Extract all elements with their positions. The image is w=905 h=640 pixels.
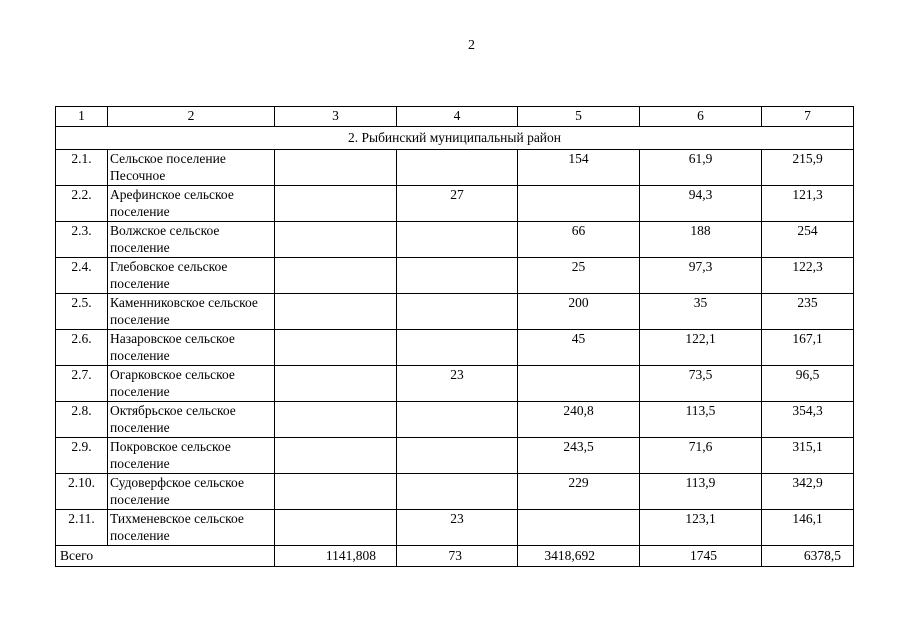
table-row [56,186,854,222]
row-number: 2.9. [56,438,108,474]
table-row [56,258,854,294]
table-row [56,222,854,258]
col-6-value: 71,6 [640,438,762,474]
col-6-value: 97,3 [640,258,762,294]
col-4-value: 27 [397,186,518,222]
col-5-value: 243,5 [518,438,640,474]
col-4-value [397,258,518,294]
col-3-value [275,402,397,438]
row-number: 2.1. [56,150,108,186]
total-c5-value: 3418,692 [518,546,640,567]
col-4-value: 23 [397,510,518,546]
row-number: 2.6. [56,330,108,366]
col-7-value: 121,3 [762,186,854,222]
settlement-name: Волжское сельское поселение [108,222,275,258]
row-number: 2.4. [56,258,108,294]
total-c6-value: 1745 [640,546,762,567]
col-7-value: 146,1 [762,510,854,546]
col-6-value: 94,3 [640,186,762,222]
col-3-value [275,222,397,258]
total-label: Всего [56,546,275,567]
col-5-value [518,510,640,546]
col-4-value [397,222,518,258]
col-5-value: 154 [518,150,640,186]
header-cell-3: 3 [275,107,397,127]
col-6-value: 122,1 [640,330,762,366]
settlement-name: Сельское поселение Песочное [108,150,275,186]
section-title: 2. Рыбинский муниципальный район [56,127,854,150]
row-number: 2.5. [56,294,108,330]
col-5-value: 66 [518,222,640,258]
header-cell-6: 6 [640,107,762,127]
col-7-value: 342,9 [762,474,854,510]
col-4-value [397,438,518,474]
col-3-value [275,474,397,510]
col-4-value [397,474,518,510]
header-cell-1: 1 [56,107,108,127]
col-6-value: 61,9 [640,150,762,186]
col-7-value: 167,1 [762,330,854,366]
col-5-value: 229 [518,474,640,510]
table-row [56,402,854,438]
row-number: 2.11. [56,510,108,546]
col-4-value [397,402,518,438]
col-5-value: 200 [518,294,640,330]
col-6-value: 188 [640,222,762,258]
settlement-name: Назаровское сельское поселение [108,330,275,366]
section-title-row [56,127,854,150]
row-number: 2.7. [56,366,108,402]
col-3-value [275,186,397,222]
header-cell-7: 7 [762,107,854,127]
table-row [56,510,854,546]
col-5-value: 25 [518,258,640,294]
data-table [55,106,854,567]
settlement-name: Глебовское сельское поселение [108,258,275,294]
row-number: 2.10. [56,474,108,510]
col-7-value: 315,1 [762,438,854,474]
total-c4-value: 73 [397,546,518,567]
settlement-name: Судоверфское сельское поселение [108,474,275,510]
col-3-value [275,366,397,402]
table-row [56,474,854,510]
settlement-name: Тихменевское сельское поселение [108,510,275,546]
table-row [56,330,854,366]
col-3-value [275,258,397,294]
table-header-row [56,107,854,127]
col-5-value: 240,8 [518,402,640,438]
col-4-value [397,150,518,186]
settlement-name: Каменниковское сельское поселение [108,294,275,330]
col-4-value [397,330,518,366]
col-7-value: 122,3 [762,258,854,294]
col-3-value [275,294,397,330]
settlement-name: Октябрьское сельское поселение [108,402,275,438]
settlement-name: Огарковское сельское поселение [108,366,275,402]
header-cell-4: 4 [397,107,518,127]
col-5-value [518,186,640,222]
col-3-value [275,510,397,546]
col-7-value: 354,3 [762,402,854,438]
col-5-value [518,366,640,402]
total-c3-value: 1141,808 [275,546,397,567]
col-4-value: 23 [397,366,518,402]
table-row [56,294,854,330]
col-3-value [275,438,397,474]
col-4-value [397,294,518,330]
col-6-value: 35 [640,294,762,330]
header-cell-2: 2 [108,107,275,127]
settlement-name: Покровское сельское поселение [108,438,275,474]
col-7-value: 235 [762,294,854,330]
col-7-value: 215,9 [762,150,854,186]
col-6-value: 123,1 [640,510,762,546]
col-5-value: 45 [518,330,640,366]
col-7-value: 254 [762,222,854,258]
total-row [56,546,854,567]
col-3-value [275,150,397,186]
settlement-name: Арефинское сельское поселение [108,186,275,222]
col-6-value: 113,9 [640,474,762,510]
table-row [56,438,854,474]
col-3-value [275,330,397,366]
col-6-value: 73,5 [640,366,762,402]
col-6-value: 113,5 [640,402,762,438]
col-7-value: 96,5 [762,366,854,402]
table-row [56,150,854,186]
row-number: 2.2. [56,186,108,222]
header-cell-5: 5 [518,107,640,127]
row-number: 2.3. [56,222,108,258]
page-number: 2 [468,38,475,53]
total-c7-value: 6378,5 [762,546,854,567]
table-row [56,366,854,402]
row-number: 2.8. [56,402,108,438]
